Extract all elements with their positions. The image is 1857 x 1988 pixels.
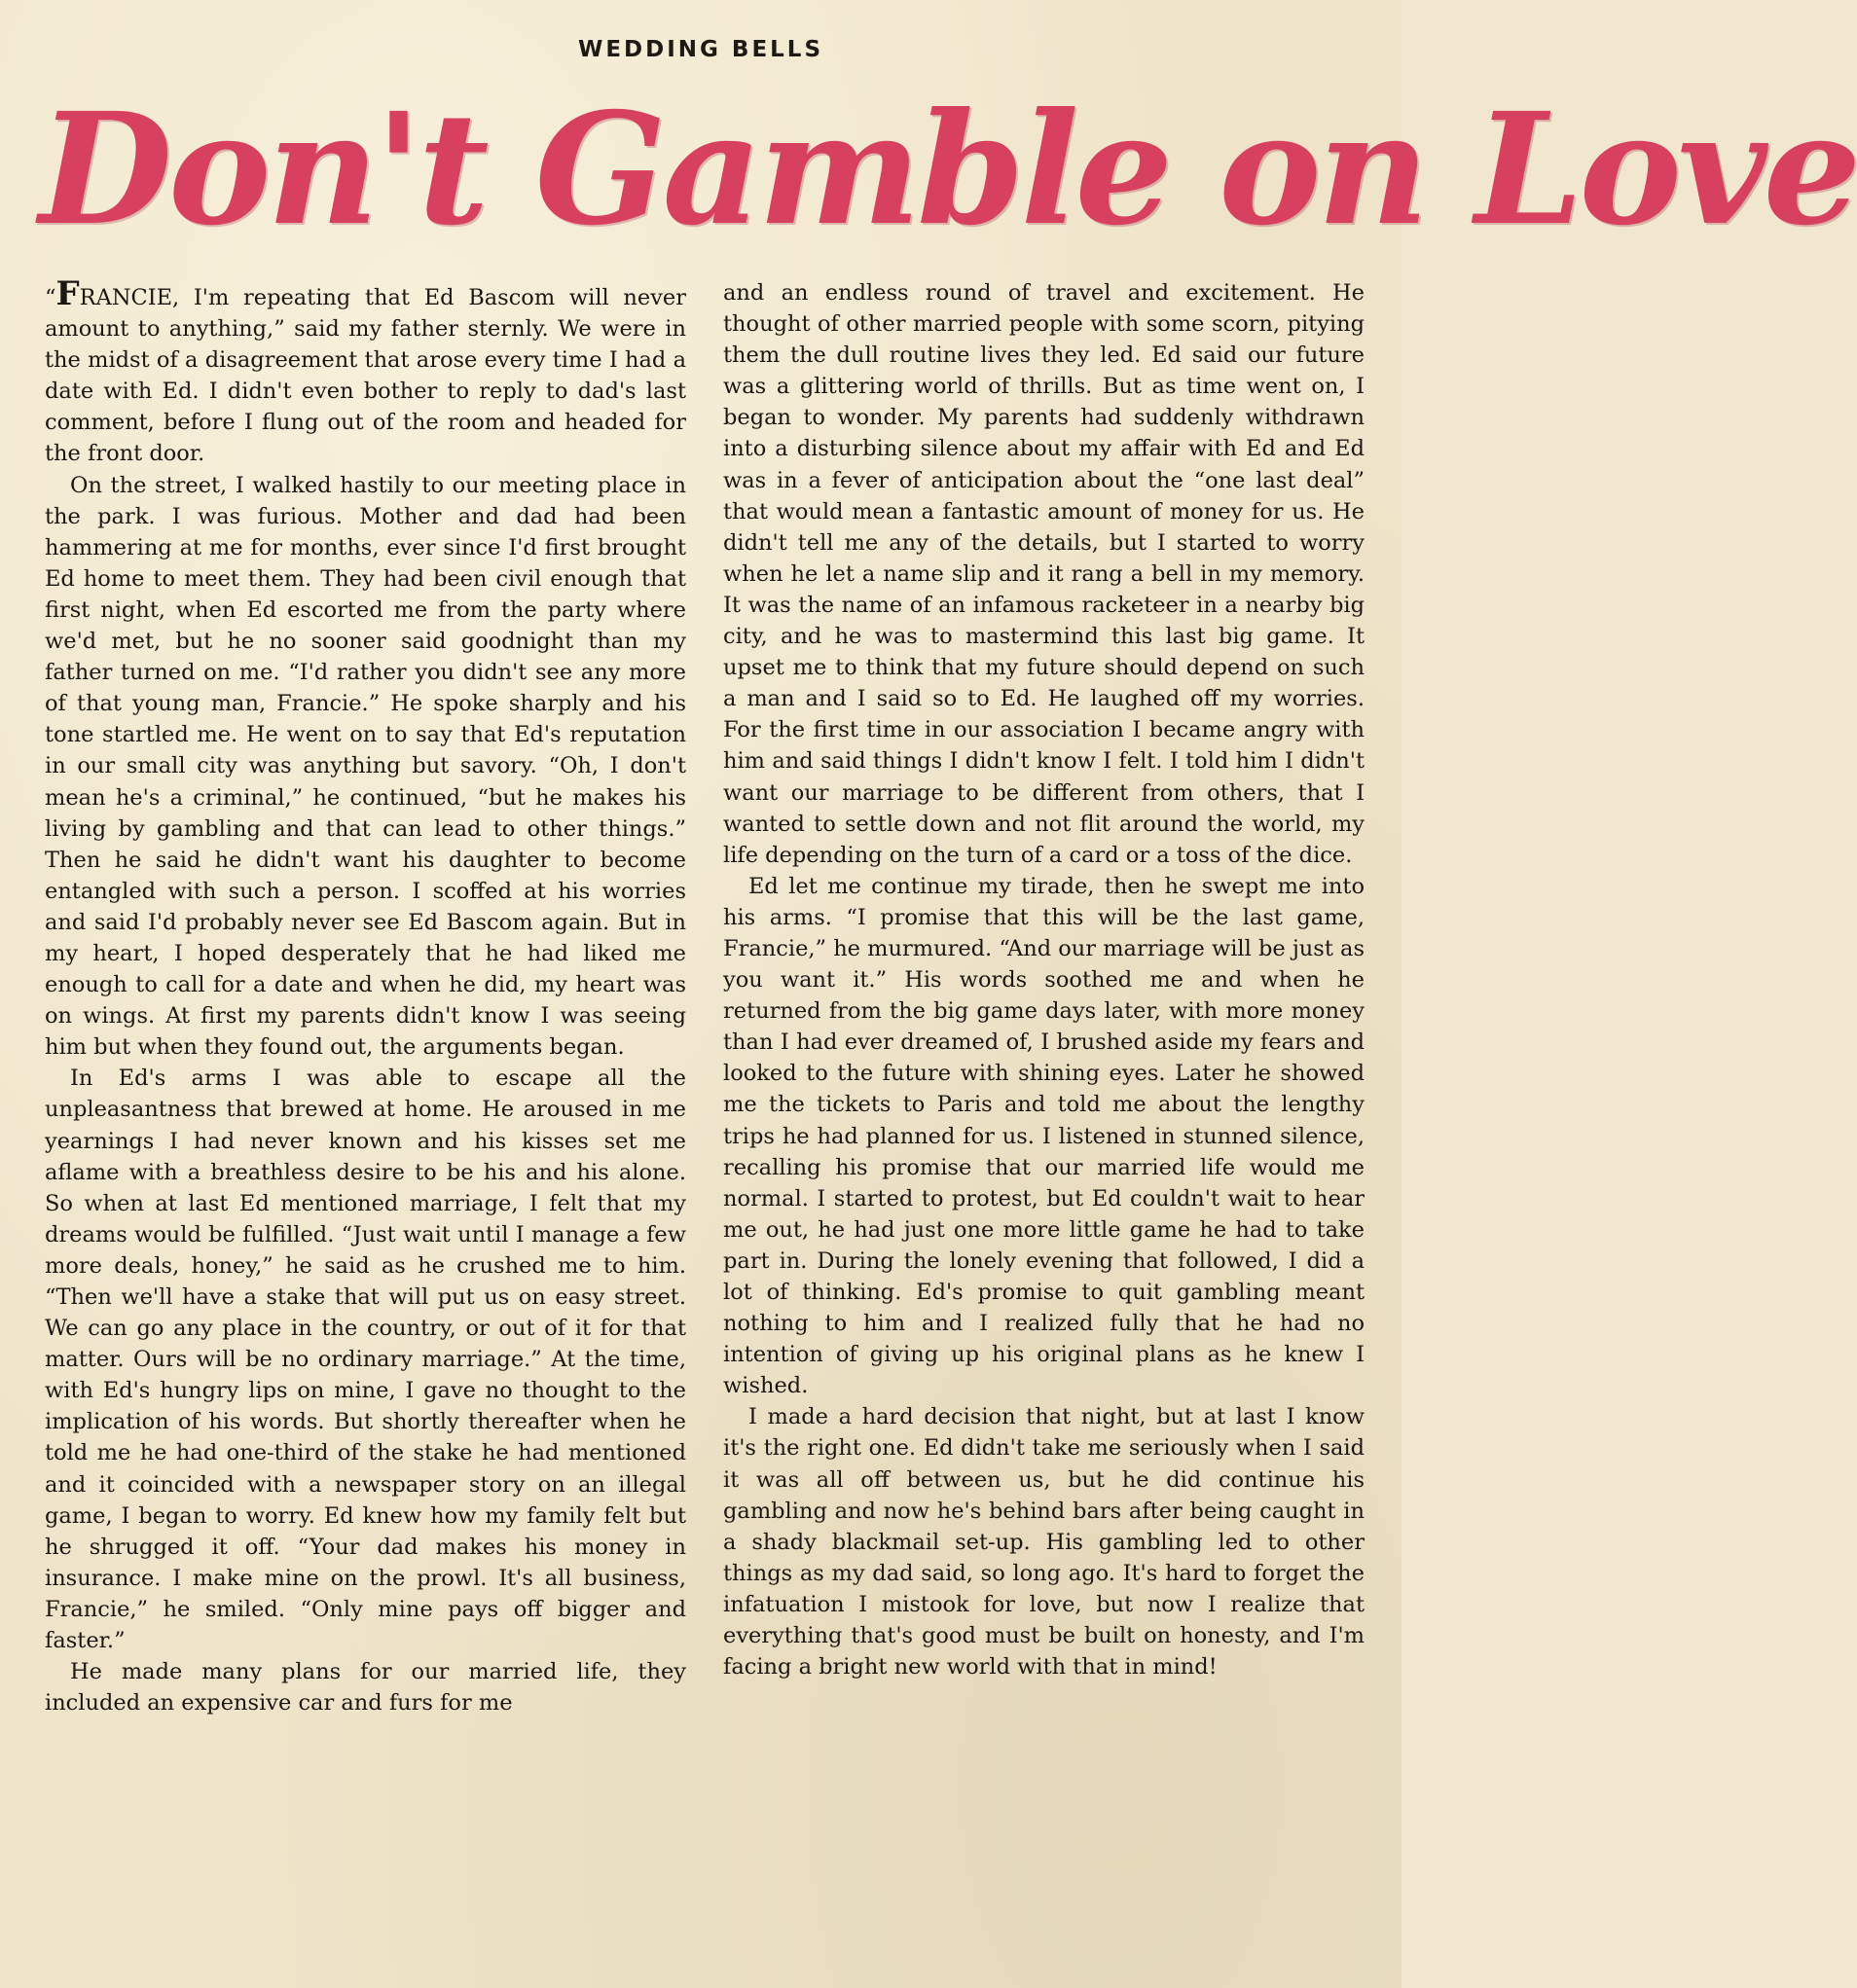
paragraph: In Ed's arms I was able to escape all the unpleasantness that brewed at home. He aroused in me yearnings I had never known and his kisses set me aflame with a breathless desire to be his and his alone. So when at last Ed mentioned marriage, I felt that my dreams would be fulfilled. “Just wait until I manage a few more deals, honey,” he said as he crushed me to him. “Then we'll have a stake that will put us on easy street. We can go any place in the country, or out of it for that matter. Ours will be no ordinary marriage.” At the time, with Ed's hungry lips on mine, I gave no thought to the implication of his words. But shortly thereafter when he told me he had one-third of the stake he had mentioned and it coincided with a newspaper story on an illegal game, I began to worry. Ed knew how my family felt but he shrugged it off. “Your dad makes his money in insurance. I make mine on the prowl. It's all business, Francie,” he smiled. “Only mine pays off bigger and faster.” (45, 1066, 686, 1654)
paragraph: On the street, I walked hastily to our meeting place in the park. I was furious. Mother and dad had been hammering at me for months, ever since I'd first brought Ed home to meet them. They had been civil enough that first night, when Ed escorted me from the party where we'd met, but he no sooner said goodnight than my father turned on me. “I'd rather you didn't see any more of that young man, Francie.” He spoke sharply and his tone startled me. He went on to say that Ed's reputation in our small city was anything but savory. “Oh, I don't mean he's a criminal,” he continued, “but he makes his living by gambling and that can lead to other things.” Then he said he didn't want his daughter to become entangled with such a person. I scoffed at his worries and said I'd probably never see Ed Bascom again. But in my heart, I hoped desperately that he had liked me enough to call for a date and when he did, my heart was on wings. At first my parents didn't know I was seeing him but when they found out, the arguments began. (45, 472, 686, 1061)
paragraph: I made a hard decision that night, but at last I know it's the right one. Ed didn't take me seriously when I said it was all off between us, but he did continue his gambling and now he's behind bars after being caught in a shady blackmail set-up. His gambling led to other things as my dad said, so long ago. It's hard to forget the infatuation I mistook for love, but now I realize that everything that's good must be built on honesty, and I'm facing a bright new world with that in mind! (723, 1404, 1365, 1681)
paragraph: He made many plans for our married life, they included an expensive car and furs for me (45, 1659, 686, 1717)
left-column (45, 274, 686, 1932)
story-body (45, 274, 1365, 1932)
opening-quote-mark: “ (45, 285, 56, 310)
paragraph: Ed let me continue my tirade, then he swept me into his arms. “I promise that this will be the last game, Francie,” he murmured. “And our marriage will be just as you want it.” His words soothed me and when he returned from the big game days later, with more money than I had ever dreamed of, I brushed aside my fears and looked to the future with shining eyes. Later he showed me the tickets to Paris and told me about the lengthy trips he had planned for us. I listened in stunned silence, recalling his promise that our married life would me normal. I started to protest, but Ed couldn't wait to hear me out, he had just one more little game he had to take part in. During the lonely evening that followed, I did a lot of thinking. Ed's promise to quit gambling meant nothing to him and I realized fully that he had no intention of giving up his original plans as he knew I wished. (723, 873, 1365, 1399)
continued-paragraph: and an endless round of travel and excitement. He thought of other married people with some scorn, pitying them the dull routine lives they led. Ed said our future was a glittering world of thrills. But as time went on, I began to wonder. My parents had suddenly withdrawn into a disturbing silence about my affair with Ed and Ed was in a fever of anticipation about the “one last deal” that would mean a fantastic amount of money for us. He didn't tell me any of the details, but I started to worry when he let a name slip and it rang a bell in my memory. It was the name of an infamous racketeer in a nearby big city, and he was to mastermind this last big game. It upset me to think that my future should depend on such a man and I said so to Ed. He laughed off my worries. For the first time in our association I became angry with him and said things I didn't know I felt. I told him I didn't want our marriage to be different from others, that I wanted to settle down and not flit around the world, my life depending on the turn of a card or a toss of the dice. (723, 280, 1365, 868)
series-header: WEDDING BELLS (577, 37, 824, 62)
right-column (723, 277, 1365, 1932)
opening-paragraph (45, 274, 686, 470)
opening-text: RANCIE, I'm repeating that Ed Bascom will never amount to anything,” said my father sternly. We were in the midst of a disagreement that arose every time I had a date with Ed. I didn't even bother to reply to dad's last comment, before I flung out of the room and headed for the front door. (45, 285, 686, 467)
story-title: Don't Gamble on Love (39, 80, 1857, 260)
drop-capital: F (55, 274, 80, 313)
